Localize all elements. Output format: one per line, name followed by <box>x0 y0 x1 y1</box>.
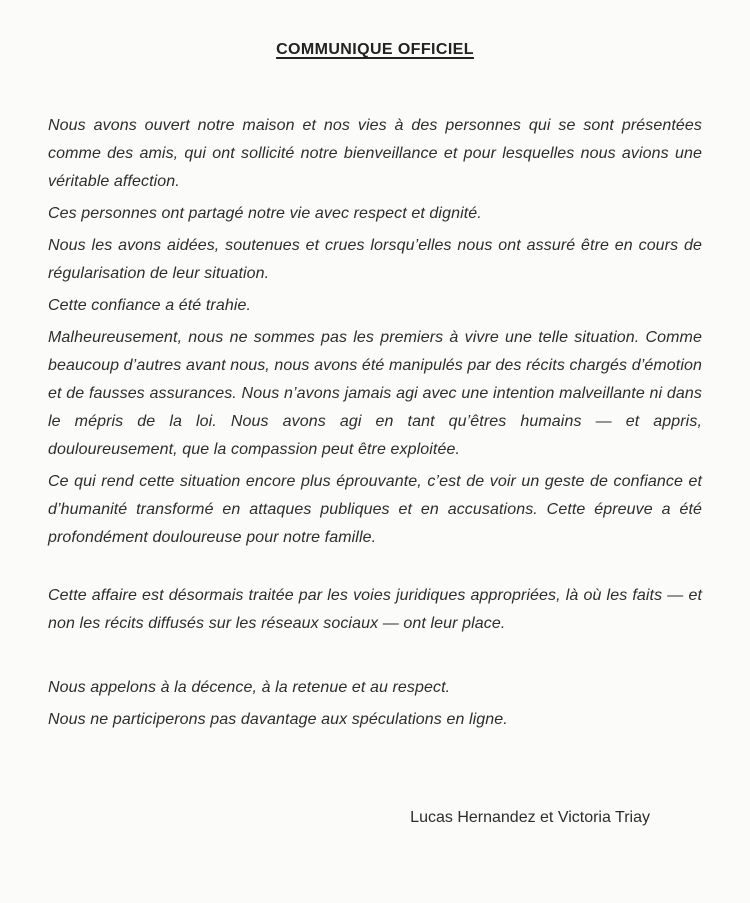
paragraph-respect: Ces personnes ont partagé notre vie avec respect et dignité. <box>48 205 482 222</box>
paragraph-manipulation: Malheureusement, nous ne sommes pas les premiers à vivre une telle situation. Comme beaucoup d’autres avant nous, nous avons été manipulés par des récits chargés d’émotion et de fausses assurances. Nous n’avons jamais agi avec une intention malveillante ni dans le mépris de la loi. Nous avons agi en tant qu’êtres humains — et appris, douloureusement, que la compassion peut être exploitée. <box>48 329 702 458</box>
paragraph-public-attacks: Ce qui rend cette situation encore plus éprouvante, c’est de voir un geste de confiance et d’humanité transformé en attaques publiques et en accusations. Cette épreuve a été profondément douloureuse pour notre famille. <box>48 473 702 546</box>
paragraph-legal: Cette affaire est désormais traitée par les voies juridiques appropriées, là où les faits — et non les récits diffusés sur les réseaux sociaux — ont leur place. <box>48 587 702 632</box>
closing-line-decency: Nous appelons à la décence, à la retenue et au respect. <box>48 679 451 696</box>
closing-line-speculation: Nous ne participerons pas davantage aux spéculations en ligne. <box>48 711 508 728</box>
paragraph-aid: Nous les avons aidées, soutenues et crues lorsqu’elles nous ont assuré être en cours de régularisation de leur situation. <box>48 237 702 282</box>
paragraph-trust-betrayed: Cette confiance a été trahie. <box>48 297 252 314</box>
document-body <box>48 112 702 734</box>
paragraph-opening: Nous avons ouvert notre maison et nos vies à des personnes qui se sont présentées comme des amis, qui ont sollicité notre bienveillance et pour lesquelles nous avions une véritable affection. <box>48 117 702 190</box>
document-title: COMMUNIQUE OFFICIEL <box>276 41 474 58</box>
signature: Lucas Hernandez et Victoria Triay <box>410 809 650 826</box>
